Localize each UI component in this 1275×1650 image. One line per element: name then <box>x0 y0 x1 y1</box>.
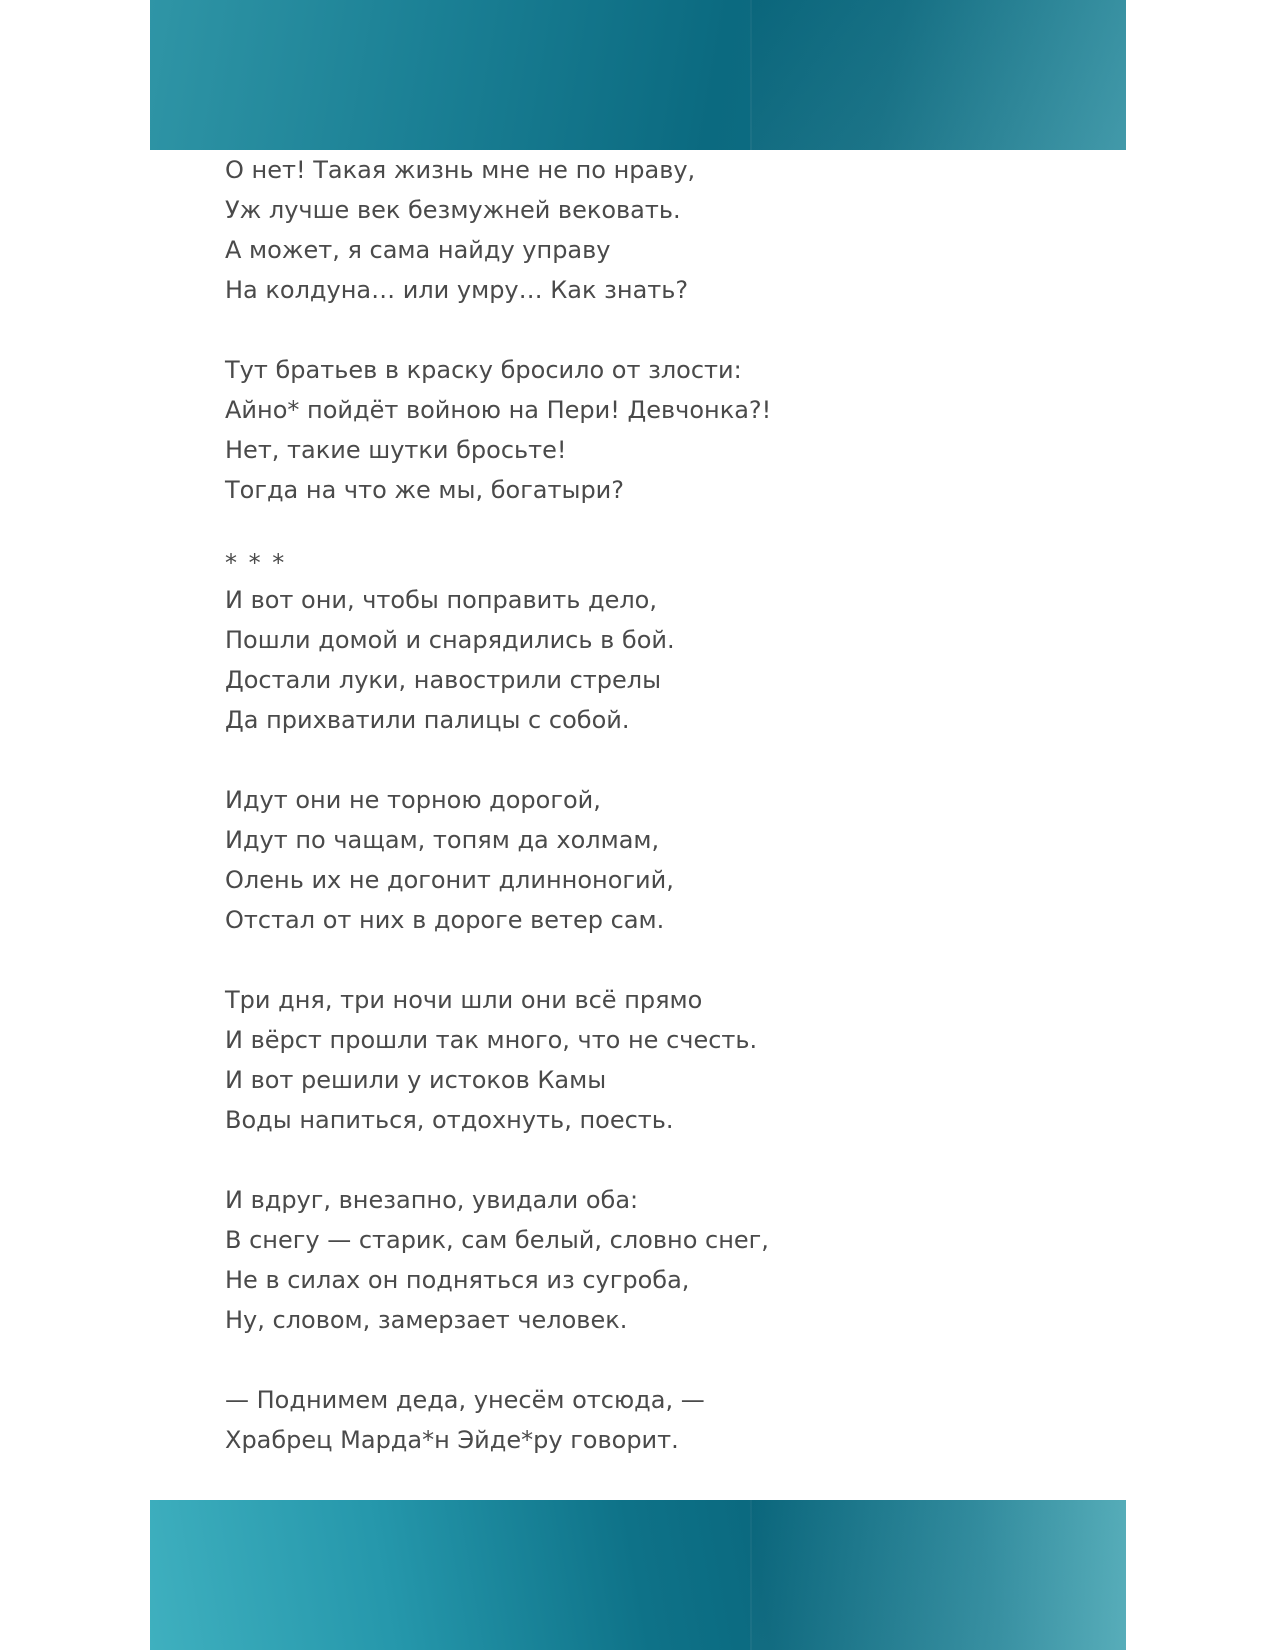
stanza <box>225 580 845 740</box>
poem-line: Ну, словом, замерзает человек. <box>225 1306 628 1334</box>
poem-line: Уж лучше век безмужней вековать. <box>225 196 681 224</box>
poem-line: Пошли домой и снарядились в бой. <box>225 626 675 654</box>
poem-line: На колдуна… или умру… Как знать? <box>225 276 689 304</box>
poem-line: А может, я сама найду управу <box>225 236 611 264</box>
stanza <box>225 150 845 310</box>
footer-band-shade <box>750 1500 1126 1650</box>
poem-line: Достали луки, навострили стрелы <box>225 666 662 694</box>
stanza <box>225 350 845 510</box>
poem-line: Идут по чащам, топям да холмам, <box>225 826 660 854</box>
stanza <box>225 1380 845 1460</box>
poem-line: Да прихватили палицы с собой. <box>225 706 630 734</box>
poem-line: Три дня, три ночи шли они всё прямо <box>225 986 703 1014</box>
poem-line: Тогда на что же мы, богатыри? <box>225 476 625 504</box>
poem-body <box>225 150 845 1500</box>
poem-line: — Поднимем деда, унесём отсюда, — <box>225 1386 705 1414</box>
poem-line: И вёрст прошли так много, что не счесть. <box>225 1026 758 1054</box>
poem-line: Храбрец Марда*н Эйде*ру говорит. <box>225 1426 679 1454</box>
poem-line: В снегу — старик, сам белый, словно снег, <box>225 1226 769 1254</box>
poem-line: И вот они, чтобы поправить дело, <box>225 586 657 614</box>
poem-line: Олень их не догонит длинноногий, <box>225 866 674 894</box>
stanza <box>225 780 845 940</box>
poem-line: И вдруг, внезапно, увидали оба: <box>225 1186 639 1214</box>
header-band-shade <box>750 0 1126 150</box>
footer-band <box>150 1500 1126 1650</box>
poem-line: Не в силах он подняться из сугроба, <box>225 1266 690 1294</box>
poem-line: Айно* пойдёт войною на Пери! Девчонка?! <box>225 396 772 424</box>
section-divider: * * * <box>225 549 287 577</box>
poem-line: Идут они не торною дорогой, <box>225 786 601 814</box>
poem-line: Тут братьев в краску бросило от злости: <box>225 356 742 384</box>
poem-line: И вот решили у истоков Камы <box>225 1066 607 1094</box>
poem-line: Воды напиться, отдохнуть, поесть. <box>225 1106 674 1134</box>
poem-line: Отстал от них в дороге ветер сам. <box>225 906 665 934</box>
header-band <box>150 0 1126 150</box>
stanza <box>225 980 845 1140</box>
poem-line: О нет! Такая жизнь мне не по нраву, <box>225 156 696 184</box>
poem-line: Нет, такие шутки бросьте! <box>225 436 567 464</box>
stanza <box>225 1180 845 1340</box>
